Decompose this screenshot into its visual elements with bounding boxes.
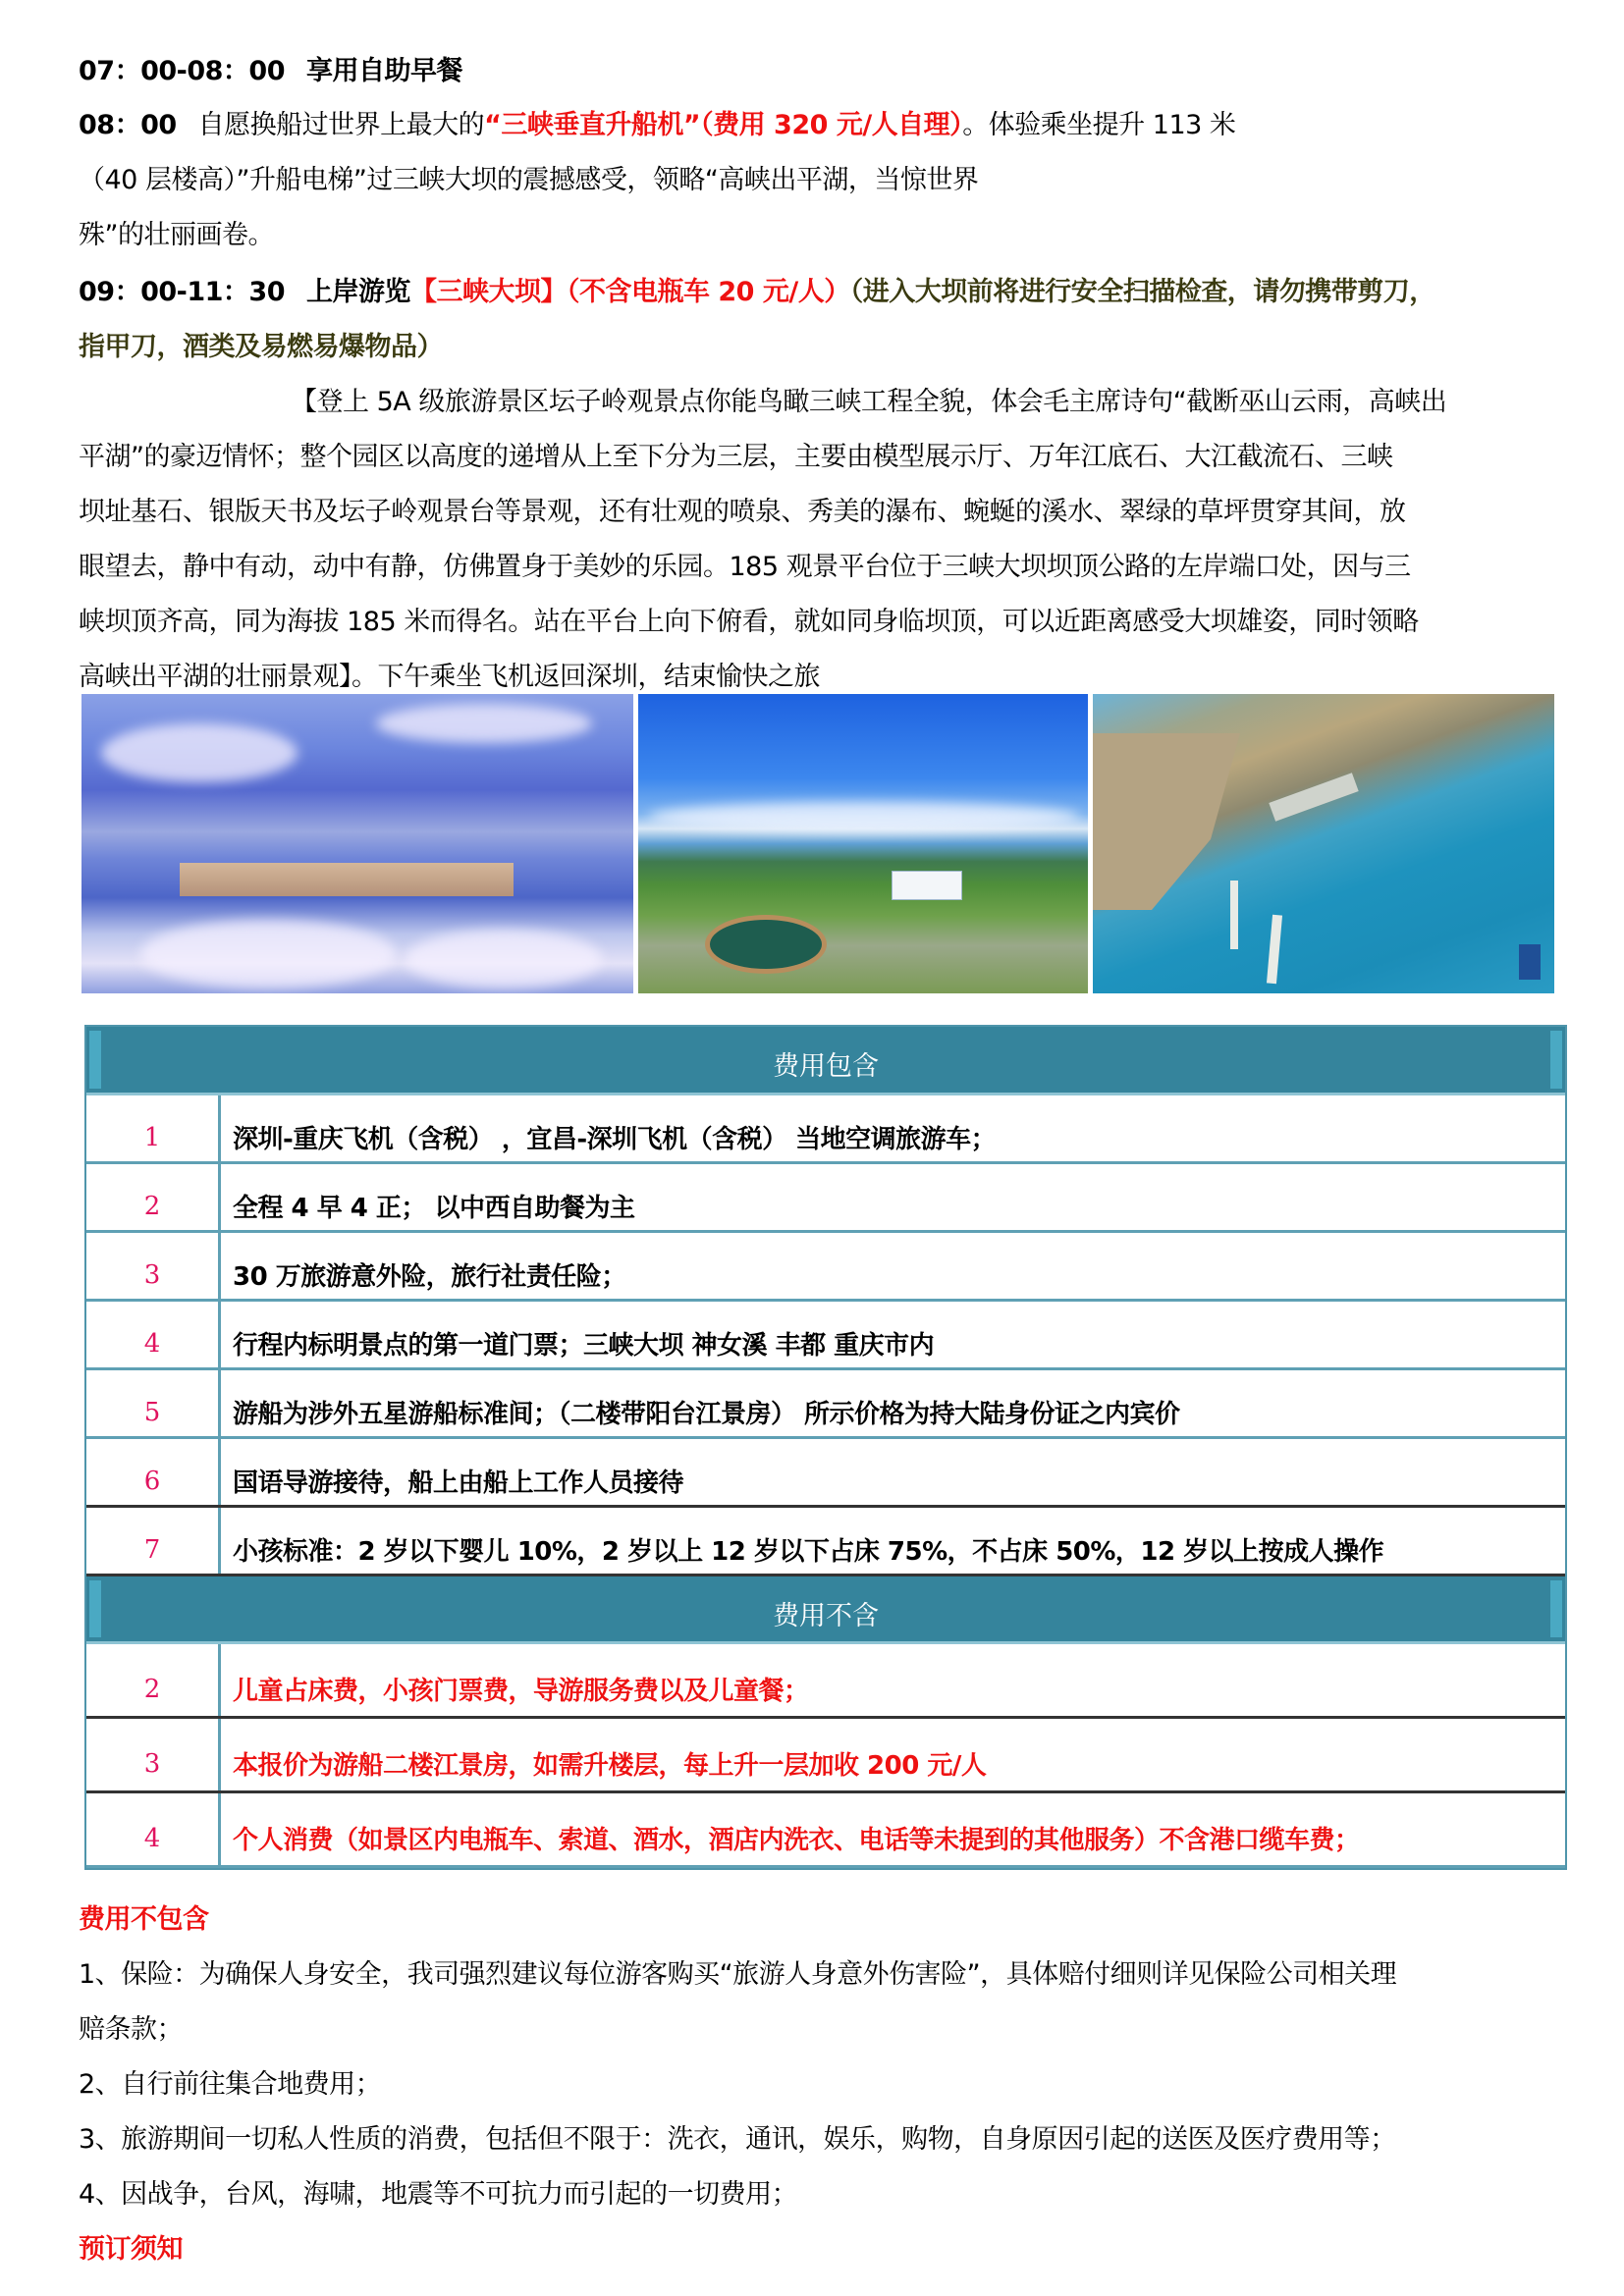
dam-tour-text: 上岸游览 [306,277,410,307]
included-row: 1 深圳-重庆飞机（含税） ，宜昌-深圳飞机（含税） 当地空调旅游车； [86,1095,1565,1164]
ship-lift-line-3: 殊”的壮丽画卷。 [79,220,274,250]
exhibition-hall [892,871,962,900]
dam-tour-notice: （进入大坝前将进行安全扫描检查，请勿携带剪刀， [849,277,1435,307]
description-line-6: 高峡出平湖的壮丽景观】。下午乘坐飞机返回深圳，结束愉快之旅 [79,662,820,692]
included-row: 5 游船为涉外五星游船标准间；（二楼带阳台江景房） 所示价格为持大陆身份证之内宾价 [86,1370,1565,1439]
ship-lift-text-after: 。体验乘坐提升 113 米 [962,110,1236,140]
not-included-item: 赔条款； [79,2014,183,2045]
photo-viewing-park [638,694,1088,993]
dam-tour-place: 【三峡大坝】 [410,277,567,307]
description-line-3: 坝址基石、银版天书及坛子岭观景台等景观，还有壮观的喷泉、秀美的瀑布、蜿蜒的溪水、翠绿的草坪贯穿其间，放 [79,497,1406,527]
breakfast-time: 07：00-08：00 [79,56,285,86]
not-included-item: 3、旅游期间一切私人性质的消费，包括但不限于：洗衣，通讯，娱乐，购物，自身原因引起的送医及医疗费用等； [79,2124,1396,2155]
description-line-5: 峡坝顶齐高，同为海拔 185 米而得名。站在平台上向下俯看，就如同身临坝顶，可以近距离感受大坝雄姿，同时领略 [79,607,1419,637]
excluded-header: 费用不含 [86,1576,1565,1644]
breakfast-line [79,54,462,89]
watermark-badge [1519,944,1541,980]
fountain [705,915,827,974]
dam-tour-fee: （不含电瓶车 20 元/人） [567,277,850,307]
dam-tour-notice-2: 指甲刀，酒类及易燃易爆物品） [79,332,443,362]
ship-lift-line [79,108,1235,143]
fee-table [84,1025,1567,1870]
ship-lift-fee: （费用 320 元/人自理） [700,110,963,140]
included-row: 3 30 万旅游意外险，旅行社责任险； [86,1233,1565,1302]
not-included-item: 2、自行前往集合地费用； [79,2069,382,2100]
included-row: 2 全程 4 早 4 正； 以中西自助餐为主 [86,1164,1565,1233]
excluded-row: 4 个人消费（如景区内电瓶车、索道、酒水，酒店内洗衣、电话等未提到的其他服务）不含港口缆车费； [86,1793,1565,1868]
included-header: 费用包含 [86,1027,1565,1095]
not-included-item: 1、保险：为确保人身安全，我司强烈建议每位游客购买“旅游人身意外伤害险”，具体赔付细则详见保险公司相关理 [79,1959,1397,1990]
photo-dam-clouds [81,694,633,993]
excluded-row: 2 儿童占床费，小孩门票费，导游服务费以及儿童餐； [86,1644,1565,1719]
description-line-2: 平湖”的豪迈情怀；整个园区以高度的递增从上至下分为三层，主要由模型展示厅、万年江底石、大江截流石、三峡 [79,442,1393,472]
included-row: 7 小孩标准：2 岁以下婴儿 10%，2 岁以上 12 岁以下占床 75%，不占床 50%，12 岁以上按成人操作 [86,1508,1565,1576]
booking-notice-title: 预订须知 [79,2234,183,2265]
dam-tour-time: 09：00-11：30 [79,277,285,307]
dam-shape [180,863,514,896]
not-included-title: 费用不包含 [79,1904,209,1935]
excluded-row: 3 本报价为游船二楼江景房，如需升楼层，每上升一层加收 200 元/人 [86,1719,1565,1793]
photo-strip [81,694,1554,993]
not-included-item: 4、因战争，台风，海啸，地震等不可抗力而引起的一切费用； [79,2179,798,2210]
ship-lift-text: 自愿换船过世界上最大的 [197,110,485,140]
dam-tour-line [79,275,1435,310]
photo-ship-locks [1093,694,1554,993]
description-line-1: 【登上 5A 级旅游景区坛子岭观景点你能鸟瞰三峡工程全貌，体会毛主席诗句“截断巫山云雨，高峡出 [291,387,1447,417]
breakfast-text: 享用自助早餐 [306,56,462,86]
included-row: 4 行程内标明景点的第一道门票；三峡大坝 神女溪 丰都 重庆市内 [86,1302,1565,1370]
ship-lift-line-2: （40 层楼高）”升船电梯”过三峡大坝的震撼感受，领略“高峡出平湖，当惊世界 [79,165,979,195]
included-row: 6 国语导游接待，船上由船上工作人员接待 [86,1439,1565,1508]
description-line-4: 眼望去，静中有动，动中有静，仿佛置身于美妙的乐园。185 观景平台位于三峡大坝坝顶公路的左岸端口处，因与三 [79,552,1411,582]
ship-lift-highlight: “三峡垂直升船机” [484,110,701,140]
ship-lift-time: 08：00 [79,110,177,140]
